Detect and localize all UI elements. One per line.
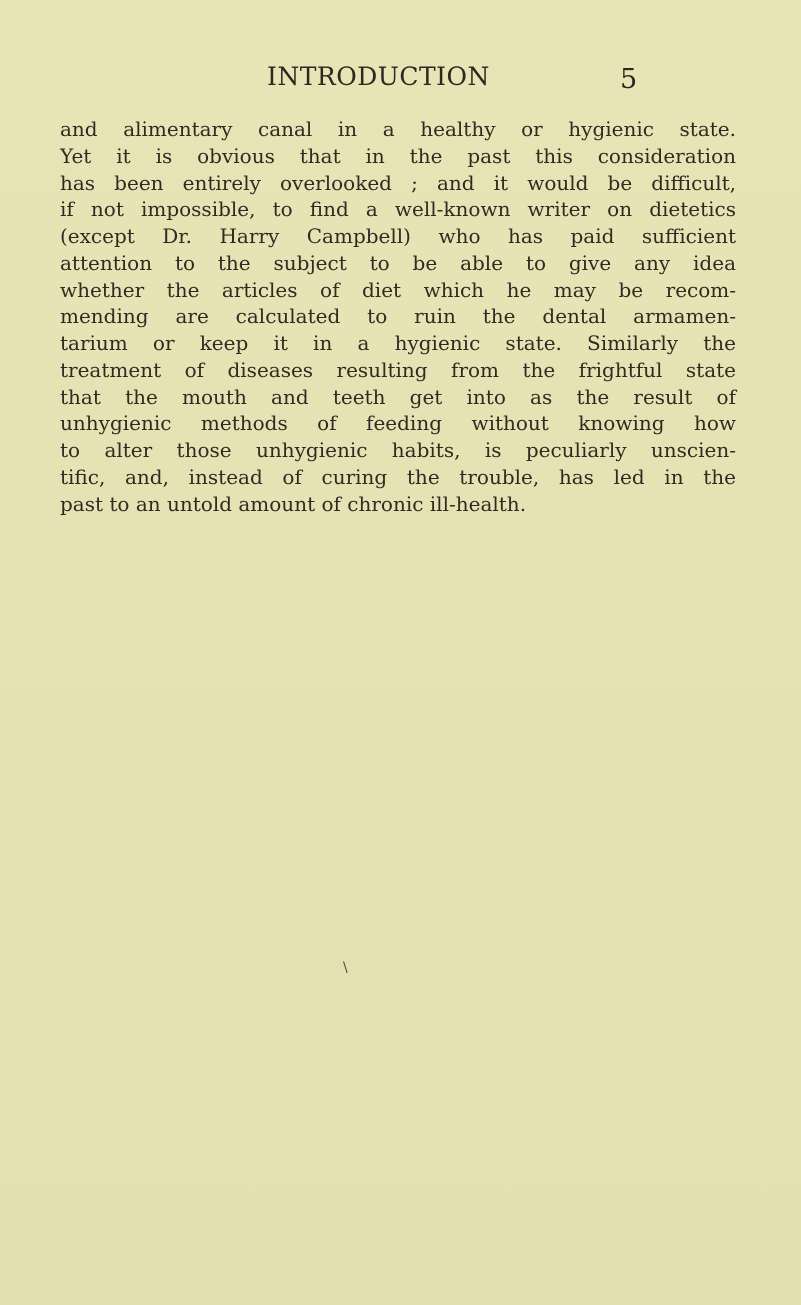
text-line: (except Dr. Harry Campbell) who has paid sufficient [60,224,736,248]
text-line: to alter those unhygienic habits, is peculiarly unscien- [60,438,736,462]
text-line: whether the articles of diet which he may be recom- [60,277,736,302]
page-number: 5 [620,64,638,95]
text-line: treatment of diseases resulting from the frightful state [60,357,736,382]
text-line: that the mouth and teeth get into as the result of [60,384,736,409]
text-line: attention to the subject to be able to give any idea [60,250,736,275]
stray-ink-mark: \ [343,960,348,976]
text-line: if not impossible, to find a well-known writer on dietetics [60,197,736,222]
text-line: tarium or keep it in a hygienic state. Similarly the [60,331,736,355]
text-line: unhygienic methods of feeding without knowing how [60,411,736,436]
text-line: Yet it is obvious that in the past this consideration [60,143,736,168]
text-line: mending are calculated to ruin the dental armamen- [60,304,736,329]
text-line: has been entirely overlooked ; and it would be difficult, [60,170,736,195]
body-paragraph [60,116,736,517]
text-line: past to an untold amount of chronic ill-health. [60,491,527,516]
text-line: and alimentary canal in a healthy or hygienic state. [60,117,736,141]
text-line: tific, and, instead of curing the trouble, has led in the [60,464,736,489]
chapter-title: INTRODUCTION [267,62,490,91]
running-head [0,62,801,98]
